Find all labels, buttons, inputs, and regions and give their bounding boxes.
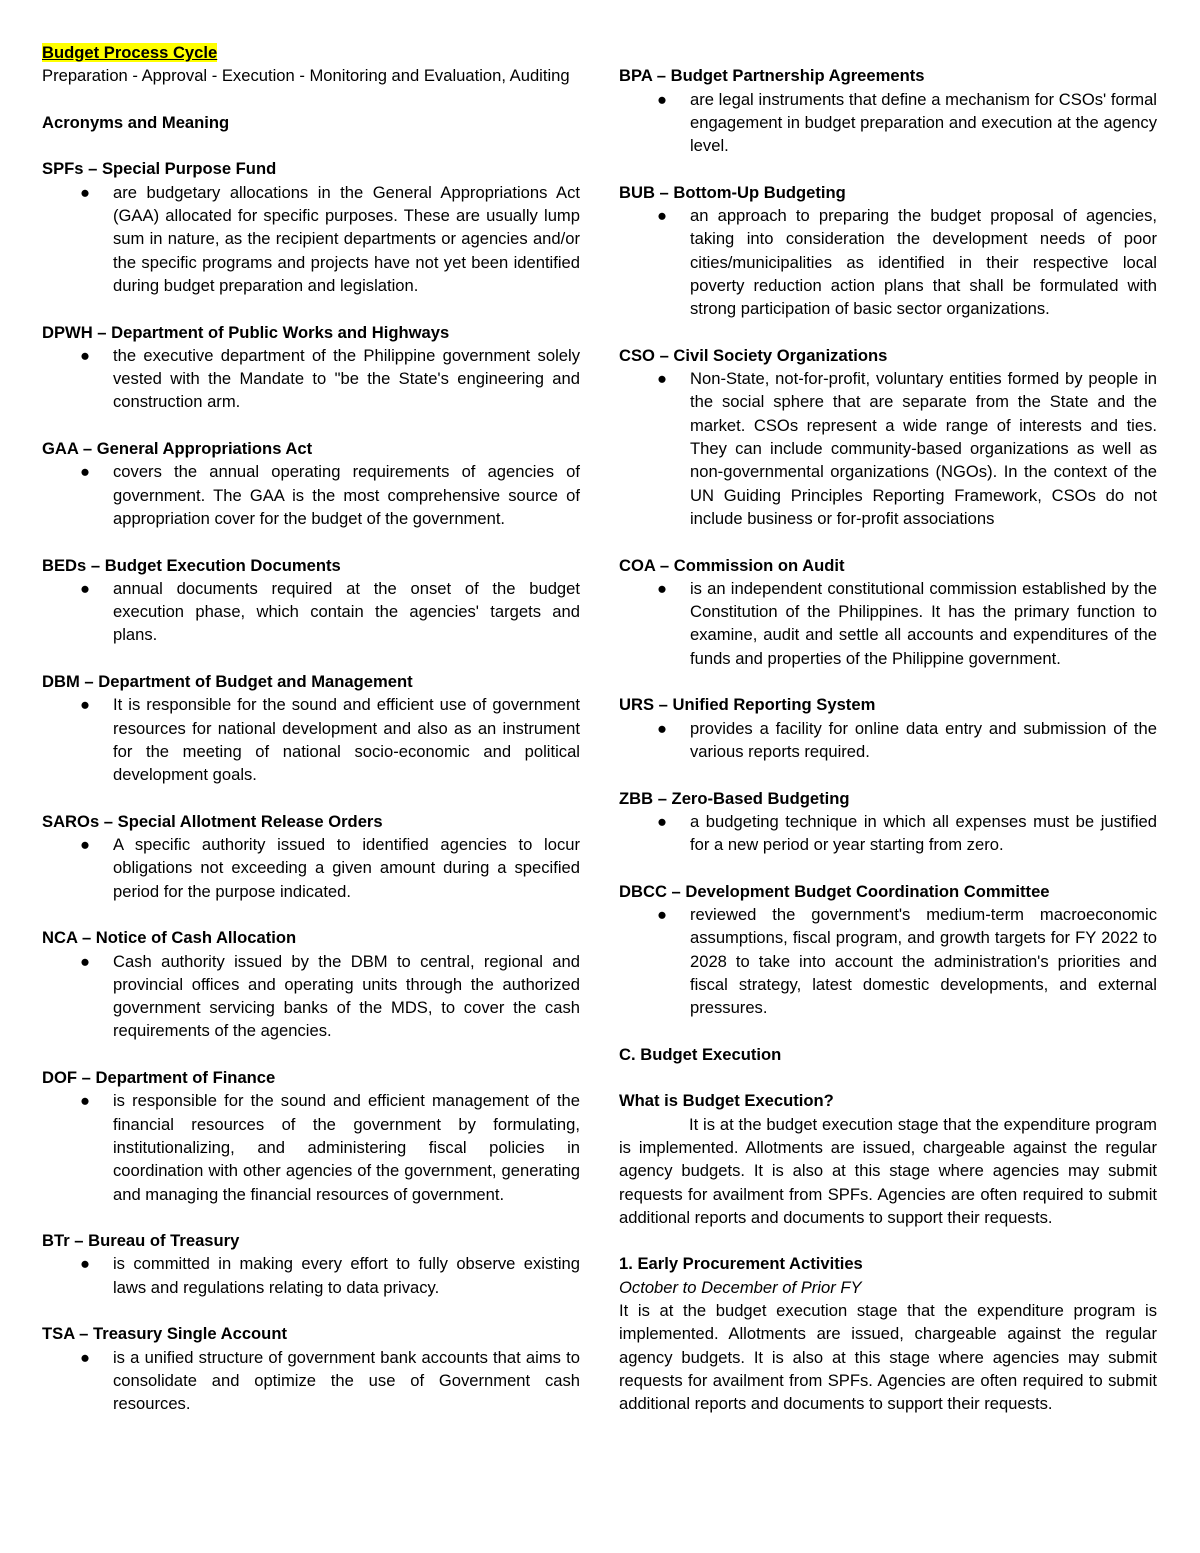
entry-term: DBCC – Development Budget Coordination Committee [619, 881, 1050, 901]
entry-term: NCA – Notice of Cash Allocation [42, 928, 297, 948]
doc-title: Budget Process Cycle [42, 43, 218, 62]
question-block [619, 1089, 1157, 1229]
bullet-icon: ● [656, 89, 668, 109]
acronym-entry [619, 344, 1157, 530]
entry-term: BPA – Budget Partnership Agreements [619, 66, 925, 86]
subsection-body: It is at the budget execution stage that the expenditure program is implemented. Allotments are issued, chargeable against the regular agency budgets. It is also at this stage where agencies may submit requests for availment from SPFs. Agencies are often required to submit additional reports and documents to support their requests. [619, 1301, 1157, 1414]
entry-term: DBM – Department of Budget and Management [42, 672, 413, 692]
entry-definition: ● reviewed the government's medium-term macroeconomic assumptions, fiscal program, and growth targets for FY 2022 to 2028 to take into account the administration's priorities and fiscal strategy, latest domestic developments, and external pressures. [656, 904, 1157, 1018]
acronym-entry [42, 810, 580, 903]
acronym-entry [619, 787, 1157, 857]
acronym-entry [42, 1229, 580, 1299]
entry-definition: ● an approach to preparing the budget proposal of agencies, taking into consideration the development needs of poor cities/municipalities as identified in their respective local poverty reduction action plans that shall be formulated with strong participation of basic sector organizations. [656, 206, 1157, 319]
entry-term: COA – Commission on Audit [619, 555, 845, 575]
bullet-icon: ● [79, 695, 91, 715]
entry-term: BUB – Bottom-Up Budgeting [619, 182, 846, 202]
subsection-block [619, 1252, 1157, 1415]
acronym-entry [42, 926, 580, 1042]
entry-term: CSO – Civil Society Organizations [619, 345, 888, 365]
entry-definition: ● annual documents required at the onset of the budget execution phase, which contain the agencies' targets and plans. [79, 578, 580, 645]
entry-definition: ● Cash authority issued by the DBM to central, regional and provincial offices and operating units through the authorized government servicing banks of the MDS, to cover the cash requirements of the agencies. [79, 951, 580, 1041]
entry-term: SPFs – Special Purpose Fund [42, 159, 277, 179]
bullet-icon: ● [79, 578, 91, 598]
entry-definition: ● the executive department of the Philippine government solely vested with the Mandate to "be the State's engineering and construction arm. [79, 345, 580, 412]
bullet-icon: ● [656, 206, 668, 226]
subsection-period: October to December of Prior FY [619, 1277, 862, 1297]
acronym-entry [619, 693, 1157, 763]
question-body: It is at the budget execution stage that the expenditure program is implemented. Allotments are issued, chargeable against the regular agency budgets. It is also at this stage where agencies may submit requests for availment from SPFs. Agencies are often required to submit additional reports and documents to support their requests. [619, 1114, 1157, 1227]
bullet-icon: ● [656, 811, 668, 831]
bullet-icon: ● [79, 345, 91, 365]
acronym-entry [619, 880, 1157, 1020]
bullet-icon: ● [656, 718, 668, 738]
entry-term: ZBB – Zero-Based Budgeting [619, 788, 850, 808]
acronym-entry [619, 64, 1157, 157]
entry-term: SAROs – Special Allotment Release Orders [42, 811, 383, 831]
entry-definition: ● a budgeting technique in which all expenses must be justified for a new period or year starting from zero. [656, 811, 1157, 855]
bullet-icon: ● [79, 835, 91, 855]
bullet-icon: ● [79, 951, 91, 971]
entry-definition: ● It is responsible for the sound and efficient use of government resources for national development and also as an instrument for the meeting of national socio-economic and political development goals. [79, 695, 580, 785]
entry-definition: ● provides a facility for online data entry and submission of the various reports required. [656, 718, 1157, 761]
acronym-entry [42, 1066, 580, 1206]
entry-term: URS – Unified Reporting System [619, 695, 876, 715]
acronym-entry [42, 321, 580, 414]
bullet-icon: ● [656, 578, 668, 598]
acronym-entry [42, 157, 580, 297]
entry-definition: ● are budgetary allocations in the General Appropriations Act (GAA) allocated for specific purposes. These are usually lump sum in nature, as the recipient departments or agencies and/or the specific programs and projects have not yet been identified during budget preparation and legislation. [79, 182, 580, 295]
intro-block [42, 41, 580, 88]
acronym-entry [619, 181, 1157, 321]
bullet-icon: ● [656, 369, 668, 389]
acronym-entry [42, 437, 580, 530]
right-column [619, 41, 1157, 1416]
acronyms-heading: Acronyms and Meaning [42, 112, 230, 132]
entry-term: GAA – General Appropriations Act [42, 439, 313, 459]
entry-definition: ● are legal instruments that define a mechanism for CSOs' formal engagement in budget preparation and execution at the agency level. [656, 89, 1157, 156]
bullet-icon: ● [656, 904, 668, 924]
entry-term: TSA – Treasury Single Account [42, 1324, 287, 1344]
entry-definition: ● A specific authority issued to identified agencies to locur obligations not exceeding a given amount during a specified period for the purpose indicated. [79, 835, 580, 901]
question-heading: What is Budget Execution? [619, 1091, 834, 1111]
bullet-icon: ● [79, 462, 91, 482]
entry-term: DOF – Department of Finance [42, 1068, 276, 1088]
acronym-entry [619, 554, 1157, 670]
acronym-entry [42, 1322, 580, 1415]
cycle-text: Preparation - Approval - Execution - Monitoring and Evaluation, Auditing [42, 66, 570, 86]
entry-definition: ● is an independent constitutional commission established by the Constitution of the Philippines. It has the primary function to examine, audit and settle all accounts and expenditures of the funds and properties of the Philippine government. [656, 578, 1157, 668]
entry-definition: ● covers the annual operating requirements of agencies of government. The GAA is the most comprehensive source of appropriation cover for the budget of the government. [79, 462, 580, 528]
entry-definition: ● is a unified structure of government bank accounts that aims to consolidate and optimize the use of Government cash resources. [79, 1347, 580, 1414]
bullet-icon: ● [79, 182, 91, 202]
bullet-icon: ● [79, 1254, 91, 1274]
acronym-entry [42, 554, 580, 647]
entry-term: BEDs – Budget Execution Documents [42, 555, 341, 575]
section-heading: C. Budget Execution [619, 1044, 782, 1064]
bullet-icon: ● [79, 1091, 91, 1111]
left-column [42, 41, 580, 1416]
entry-definition: ● Non-State, not-for-profit, voluntary entities formed by people in the social sphere that are separate from the State and the market. CSOs represent a wide range of interests and ties. They can include community-based organizations as well as non-governmental organizations (NGOs). In the context of the UN Guiding Principles Reporting Framework, CSOs do not include business or for-profit associations [656, 369, 1157, 528]
entry-definition: ● is responsible for the sound and efficient management of the financial resources of the government by formulating, institutionalizing, and administering fiscal policies in coordination with other agencies of the government, generating and managing the financial resources of government. [79, 1091, 580, 1204]
entry-term: DPWH – Department of Public Works and Highways [42, 322, 450, 342]
entry-term: BTr – Bureau of Treasury [42, 1231, 240, 1251]
subsection-heading: 1. Early Procurement Activities [619, 1254, 863, 1274]
bullet-icon: ● [79, 1347, 91, 1367]
entry-definition: ● is committed in making every effort to fully observe existing laws and regulations relating to data privacy. [79, 1254, 580, 1297]
acronym-entry [42, 670, 580, 786]
